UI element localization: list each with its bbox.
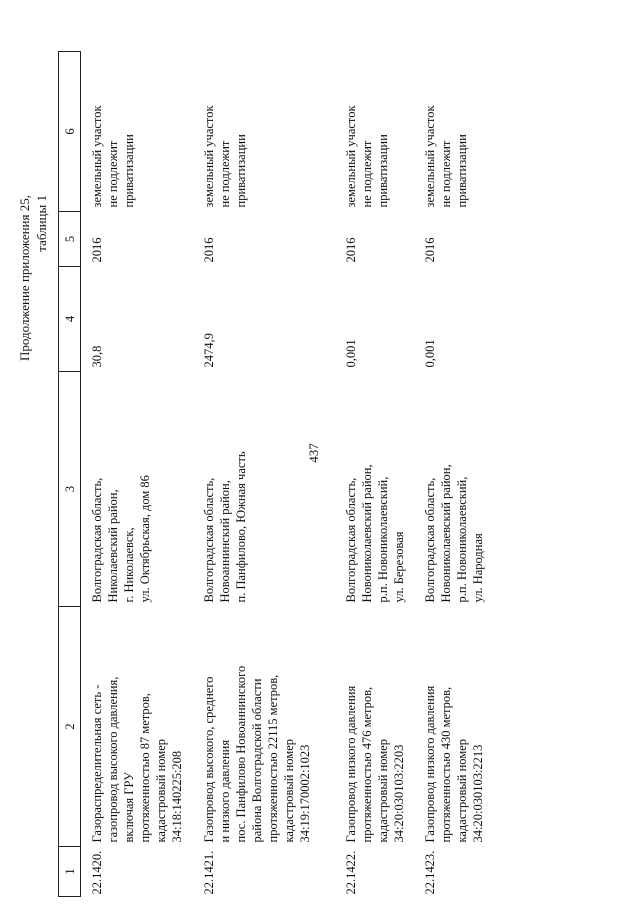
table-row (414, 52, 508, 897)
page-number: 437 (306, 443, 321, 463)
table-caption (16, 195, 50, 361)
cell-object-name: Газопровод низкого давления протяженностью 430 метров, кадастровый номер 34:20:030103:2213 (423, 685, 485, 843)
data-table (58, 51, 508, 897)
column-header-3: 3 (59, 372, 81, 607)
column-header-5: 5 (59, 212, 81, 267)
cell-address: Волгоградская область, Новониколаевский район, р.п. Новониколаевский, ул. Народная (423, 464, 485, 603)
caption-line-1: Продолжение приложения 25, (17, 195, 32, 362)
cell-note: земельный участок не подлежит приватизации (344, 105, 390, 208)
cell-value: 0,001 (423, 339, 437, 368)
cell-note: земельный участок не подлежит приватизации (90, 105, 136, 208)
cell-number: 22.1423. (423, 850, 437, 895)
cell-year: 2016 (423, 237, 437, 263)
cell-number: 22.1421. (202, 850, 216, 895)
column-header-1: 1 (59, 847, 81, 897)
header-row (59, 52, 81, 897)
cell-number: 22.1422. (344, 850, 358, 895)
column-header-4: 4 (59, 267, 81, 372)
cell-value: 2474,9 (202, 333, 216, 368)
table-row (81, 52, 194, 897)
cell-note: земельный участок не подлежит приватизации (202, 105, 248, 208)
cell-number: 22.1420. (90, 850, 104, 895)
cell-note: земельный участок не подлежит приватизации (423, 105, 469, 208)
cell-value: 0,001 (344, 339, 358, 368)
cell-year: 2016 (90, 237, 104, 263)
rotated-page-content (16, 17, 616, 897)
cell-object-name: Газопровод низкого давления протяженностью 476 метров, кадастровый номер 34:20:030103:2203 (344, 685, 406, 843)
cell-year: 2016 (202, 237, 216, 263)
cell-year: 2016 (344, 237, 358, 263)
cell-object-name: Газораспределительная сеть - газопровод высокого давления, включая ГРУ протяженностью 87 метров, кадастровый номер 34:18:140225:208 (90, 676, 184, 843)
table-row (193, 52, 335, 897)
cell-address: Волгоградская область, Николаевский район, г. Николаевск, ул. Октябрьская, дом 86 (90, 475, 152, 603)
cell-address: Волгоградская область, Новониколаевский район, р.п. Новониколаевский, ул. Березовая (344, 464, 406, 603)
caption-line-2: таблицы 1 (34, 195, 49, 252)
column-header-6: 6 (59, 52, 81, 212)
cell-object-name: Газопровод высокого, среднего и низкого давления пос. Панфилово Новоаннинского района Волгоградской области протяженностью 22115 метров, кадастровый номер 34:19:170002:1023 (202, 665, 312, 843)
table-row (335, 52, 414, 897)
cell-address: Волгоградская область, Новоаннинский район, п. Панфилово, Южная часть (202, 451, 248, 603)
column-header-2: 2 (59, 607, 81, 847)
cell-value: 30,8 (90, 345, 104, 368)
